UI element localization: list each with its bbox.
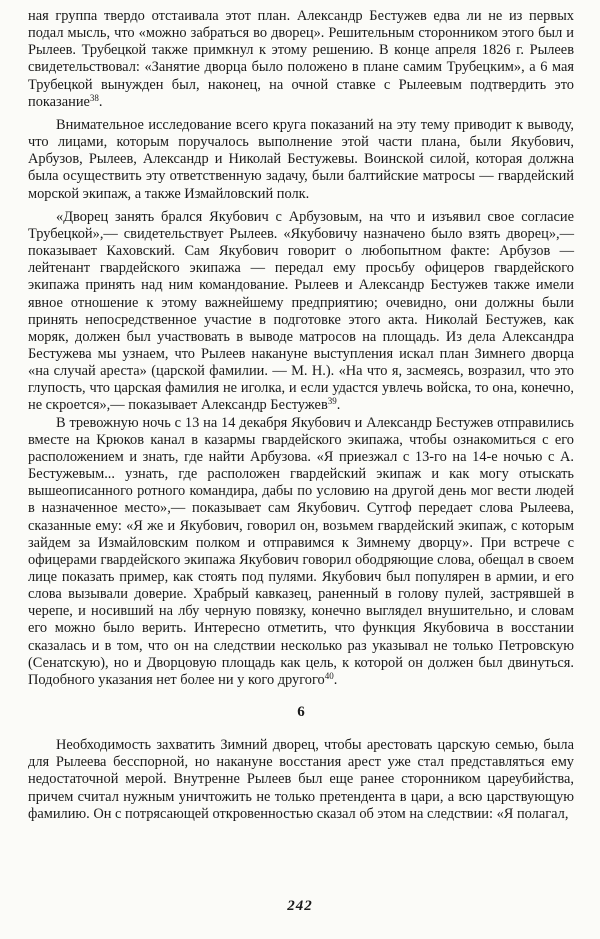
paragraph-5-text: Необходимость захватить Зимний дворец, чтобы арестовать царскую семью, была для Рылеева бесспорной, но накануне восстания арест уже стал представляться ему недостаточной мерой. Внутренне Рылеев был еще ранее сторонником цареубийства, причем считал нужным уничтожить не только претендента в цари, а всю царствующую фамилию. Он с потрясающей откровенностью сказал об этом на следствии: «Я полагал, [28,737,574,822]
paragraph-4 [28,415,574,690]
paragraph-4-text: В тревожную ночь с 13 на 14 декабря Якубович и Александр Бестужев отправились вместе на Крюков канал в казармы гвардейского экипажа, чтобы ознакомиться с его расположением и знать, где найти Арбузова. «Я приезжал с 13-го на 14-е ночью с А. Бестужевым... узнать, где расположен гвардейский экипаж и как могу отыскать вышеописанного ротного командира, дабы по условию на другой день мог вести людей в назначенное место»,— показывает сам Якубович. Сутгоф передает слова Рылеева, сказанные ему: «Я же и Якубович, говорил он, возьмем гвардейский экипаж, с которым зайдем за Измайловским полком и отправимся к Зимнему дворцу». При встрече с офицерами гвардейского экипажа Якубович говорил ободряющие слова, обещал в своем лице показать пример, как стоять под пулями. Якубович был популярен в армии, и его слова вызывали доверие. Храбрый кавказец, раненный в голову пулей, застрявшей в черепе, и носивший на лбу черную повязку, конечно выглядел внушительно, и словам его можно было верить. Интересно отметить, что функция Якубовича в восстании сказалась и в том, что он на следствии несколько раз указывал не только Петровскую (Сенатскую), но и Дворцовую площадь как цель, к которой он должен был двинуться. Подобного указания нет более ни у кого другого [28,414,574,688]
paragraph-1 [28,8,574,111]
text-column [28,8,574,829]
paragraph-3-tail: . [336,397,341,414]
footnote-ref-39: 39 [327,396,337,407]
paragraph-2-text: Внимательное исследование всего круга показаний на эту тему приводит к выводу, что лицами, которым поручалось выполнение этой части плана, были Якубович, Арбузов, Рылеев, Александр и Николай Бестужевы. Воинской силой, которая должна была осуществить эту ответственную задачу, были балтийские матросы — гвардейский морской экипаж, а также Измайловский полк. [28,116,574,202]
footnote-ref-38: 38 [89,92,99,103]
page-number: 242 [287,898,313,914]
paragraph-5 [28,737,574,823]
paragraph-3 [28,209,574,415]
paragraph-2 [28,117,574,203]
section-number: 6 [297,704,305,721]
paragraph-3-text: «Дворец занять брался Якубович с Арбузовым, на что и изъявил свое согласие Трубецкой»,— свидетельствует Рылеев. «Якубовичу назначено было взять дворец»,— показывает Каховский. Сам Якубович говорит о любопытном факте: Арбузов — лейтенант гвардейского экипажа — передал ему просьбу офицеров гвардейского экипажа принять над ним командование. Рылеев и Александр Бестужев также имели явное отношение к этому важнейшему предприятию; очевидно, они должны были принять непосредственное участие в подготовке этого акта. Николай Бестужев, как моряк, должен был участвовать в выводе матросов на площадь. Из дела Александра Бестужева мы узнаем, что Рылеев накануне выступления искал план Зимнего дворца «на случай ареста» (царской фамилии. — М. Н.). «На что я, засмеясь, возразил, что это глупость, что царская фамилия не иголка, и если удастся увлечь войска, то она, конечно, не скроется»,— показывает Александр Бестужев [28,208,574,414]
paragraph-1-text: ная группа твердо отстаивала этот план. Александр Бестужев едва ли не из первых подал мысль, что «можно забраться во дворец». Решительным сторонником этого был и Рылеев. Трубецкой также примкнул к этому решению. В конце апреля 1826 г. Рылеев свидетельствовал: «Занятие дворца было положено в плане самим Трубецким», а 6 мая Трубецкой вынужден был, наконец, на очной ставке с Рылеевым подтвердить это показание [28,8,574,110]
footnote-ref-40: 40 [324,670,334,681]
paragraph-4-tail: . [333,671,338,688]
paragraph-1-tail: . [98,93,103,110]
